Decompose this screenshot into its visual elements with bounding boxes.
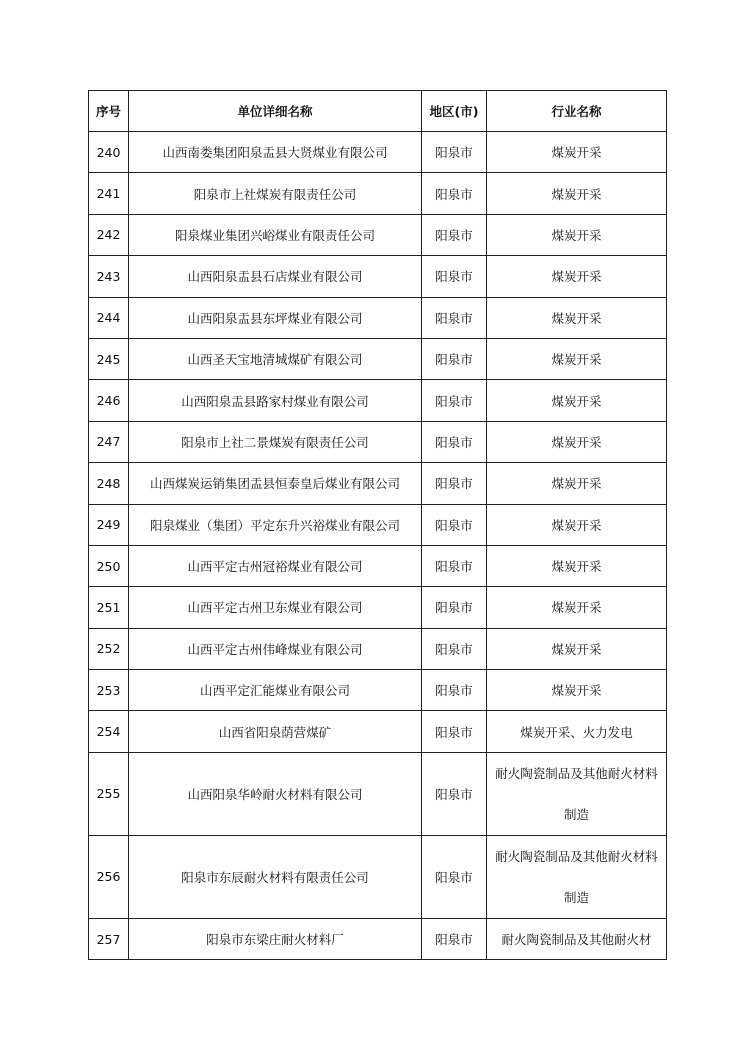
cell-no: 251 — [89, 587, 129, 628]
cell-no: 247 — [89, 421, 129, 462]
table-row — [89, 711, 667, 752]
table-row — [89, 835, 667, 918]
cell-name: 阳泉煤业（集团）平定东升兴裕煤业有限公司 — [129, 504, 422, 545]
table-row — [89, 214, 667, 255]
cell-region: 阳泉市 — [422, 173, 487, 214]
cell-no: 245 — [89, 338, 129, 379]
cell-name: 山西平定古州伟峰煤业有限公司 — [129, 628, 422, 669]
cell-industry: 煤炭开采 — [487, 214, 667, 255]
header-no: 序号 — [89, 91, 129, 132]
cell-name: 山西平定汇能煤业有限公司 — [129, 670, 422, 711]
header-region: 地区(市) — [422, 91, 487, 132]
cell-name: 阳泉煤业集团兴峪煤业有限责任公司 — [129, 214, 422, 255]
cell-name: 阳泉市东梁庄耐火材料厂 — [129, 918, 422, 959]
table-row — [89, 628, 667, 669]
cell-no: 240 — [89, 132, 129, 173]
cell-name: 阳泉市上社二景煤炭有限责任公司 — [129, 421, 422, 462]
cell-industry: 煤炭开采 — [487, 132, 667, 173]
cell-name: 山西阳泉华岭耐火材料有限公司 — [129, 752, 422, 835]
cell-industry: 煤炭开采 — [487, 628, 667, 669]
cell-industry: 煤炭开采 — [487, 463, 667, 504]
cell-industry: 煤炭开采 — [487, 587, 667, 628]
table-row — [89, 338, 667, 379]
table-header-row — [89, 91, 667, 132]
table-row — [89, 587, 667, 628]
cell-region: 阳泉市 — [422, 711, 487, 752]
cell-name: 山西圣天宝地清城煤矿有限公司 — [129, 338, 422, 379]
cell-no: 253 — [89, 670, 129, 711]
cell-region: 阳泉市 — [422, 463, 487, 504]
cell-no: 244 — [89, 297, 129, 338]
cell-region: 阳泉市 — [422, 670, 487, 711]
cell-no: 250 — [89, 545, 129, 586]
cell-name: 山西南娄集团阳泉盂县大贤煤业有限公司 — [129, 132, 422, 173]
table-row — [89, 918, 667, 959]
cell-no: 255 — [89, 752, 129, 835]
table-row — [89, 463, 667, 504]
cell-industry: 耐火陶瓷制品及其他耐火材料制造 — [487, 835, 667, 918]
table-row — [89, 173, 667, 214]
table-row — [89, 132, 667, 173]
cell-name: 山西阳泉盂县路家村煤业有限公司 — [129, 380, 422, 421]
header-industry: 行业名称 — [487, 91, 667, 132]
cell-industry: 煤炭开采 — [487, 380, 667, 421]
cell-region: 阳泉市 — [422, 338, 487, 379]
cell-industry: 煤炭开采 — [487, 338, 667, 379]
cell-region: 阳泉市 — [422, 628, 487, 669]
cell-no: 257 — [89, 918, 129, 959]
cell-no: 241 — [89, 173, 129, 214]
table-row — [89, 670, 667, 711]
cell-region: 阳泉市 — [422, 214, 487, 255]
cell-industry: 煤炭开采 — [487, 297, 667, 338]
cell-name: 山西平定古州冠裕煤业有限公司 — [129, 545, 422, 586]
cell-region: 阳泉市 — [422, 752, 487, 835]
cell-no: 249 — [89, 504, 129, 545]
cell-no: 242 — [89, 214, 129, 255]
enterprise-table — [88, 90, 667, 960]
cell-name: 山西阳泉盂县东坪煤业有限公司 — [129, 297, 422, 338]
cell-no: 256 — [89, 835, 129, 918]
cell-no: 243 — [89, 256, 129, 297]
cell-region: 阳泉市 — [422, 918, 487, 959]
table-row — [89, 256, 667, 297]
cell-name: 阳泉市上社煤炭有限责任公司 — [129, 173, 422, 214]
table-row — [89, 545, 667, 586]
cell-name: 阳泉市东辰耐火材料有限责任公司 — [129, 835, 422, 918]
table-row — [89, 380, 667, 421]
cell-no: 248 — [89, 463, 129, 504]
cell-industry: 煤炭开采、火力发电 — [487, 711, 667, 752]
cell-region: 阳泉市 — [422, 380, 487, 421]
table-row — [89, 297, 667, 338]
cell-region: 阳泉市 — [422, 587, 487, 628]
cell-industry: 耐火陶瓷制品及其他耐火材 — [487, 918, 667, 959]
cell-name: 山西阳泉盂县石店煤业有限公司 — [129, 256, 422, 297]
cell-name: 山西平定古州卫东煤业有限公司 — [129, 587, 422, 628]
cell-industry: 煤炭开采 — [487, 670, 667, 711]
cell-name: 山西省阳泉荫营煤矿 — [129, 711, 422, 752]
cell-region: 阳泉市 — [422, 256, 487, 297]
cell-region: 阳泉市 — [422, 297, 487, 338]
cell-region: 阳泉市 — [422, 545, 487, 586]
cell-industry: 煤炭开采 — [487, 545, 667, 586]
cell-industry: 煤炭开采 — [487, 504, 667, 545]
cell-no: 246 — [89, 380, 129, 421]
cell-no: 252 — [89, 628, 129, 669]
cell-industry: 煤炭开采 — [487, 421, 667, 462]
cell-region: 阳泉市 — [422, 835, 487, 918]
cell-region: 阳泉市 — [422, 504, 487, 545]
cell-industry: 煤炭开采 — [487, 173, 667, 214]
cell-region: 阳泉市 — [422, 132, 487, 173]
cell-no: 254 — [89, 711, 129, 752]
table-row — [89, 752, 667, 835]
cell-region: 阳泉市 — [422, 421, 487, 462]
table-row — [89, 504, 667, 545]
cell-name: 山西煤炭运销集团盂县恒泰皇后煤业有限公司 — [129, 463, 422, 504]
cell-industry: 煤炭开采 — [487, 256, 667, 297]
header-name: 单位详细名称 — [129, 91, 422, 132]
table-row — [89, 421, 667, 462]
cell-industry: 耐火陶瓷制品及其他耐火材料制造 — [487, 752, 667, 835]
